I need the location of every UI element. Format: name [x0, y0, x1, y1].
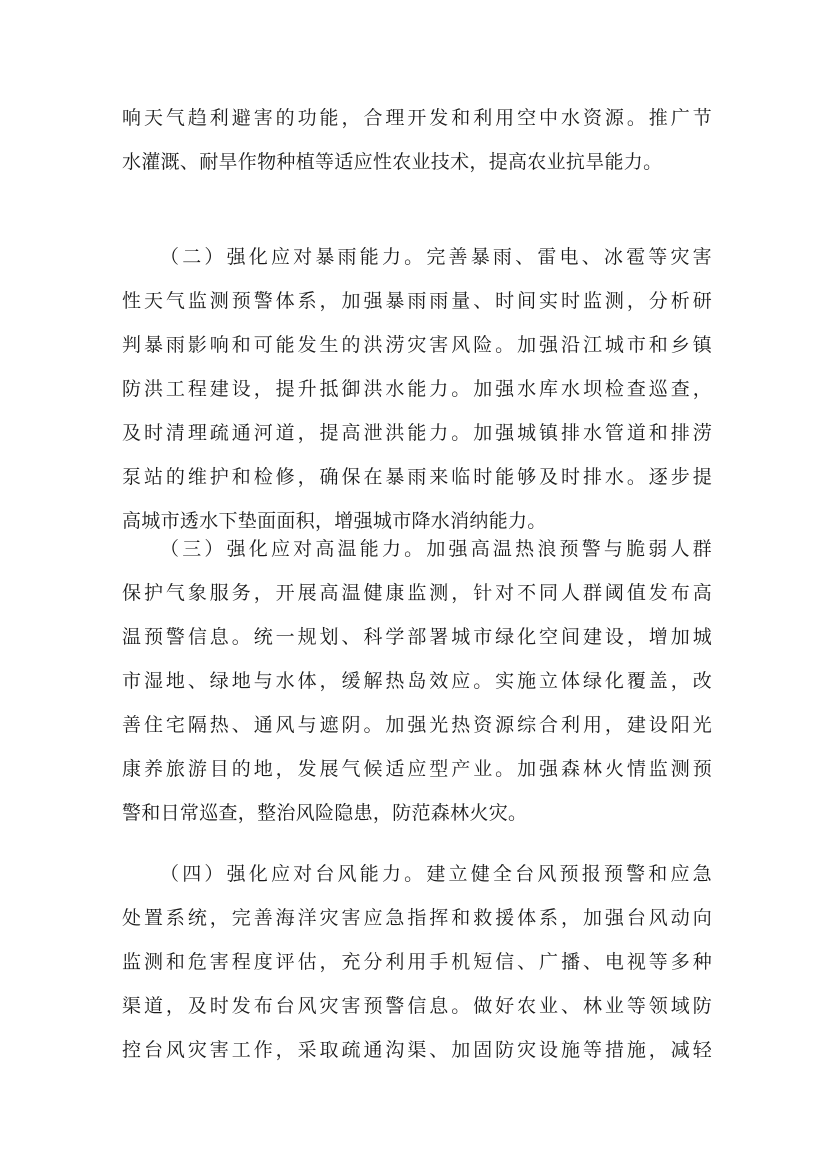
paragraph-typhoon	[122, 852, 712, 1072]
paragraph-rainstorm	[122, 235, 712, 543]
text-line: 保护气象服务，开展高温健康监测，针对不同人群阈值发布高	[122, 582, 712, 604]
text-line: 康养旅游目的地，发展气候适应型产业。加强森林火情监测预	[122, 758, 712, 780]
text-line: 响天气趋利避害的功能，合理开发和利用空中水资源。推广节	[122, 107, 712, 129]
text-line: （二）强化应对暴雨能力。完善暴雨、雷电、冰雹等灾害	[160, 246, 712, 268]
text-line: 高城市透水下垫面面积，增强城市降水消纳能力。	[122, 510, 547, 532]
text-line: 水灌溉、耐旱作物种植等适应性农业技术，提高农业抗旱能力。	[122, 151, 663, 173]
text-line: 温预警信息。统一规划、科学部署城市绿化空间建设，增加城	[122, 626, 712, 648]
text-line: 判暴雨影响和可能发生的洪涝灾害风险。加强沿江城市和乡镇	[122, 334, 712, 356]
text-line: 善住宅隔热、通风与遮阴。加强光热资源综合利用，建设阳光	[122, 714, 712, 736]
text-line: 处置系统，完善海洋灾害应急指挥和救援体系，加强台风动向	[122, 907, 712, 929]
text-line: 性天气监测预警体系，加强暴雨雨量、时间实时监测，分析研	[122, 290, 712, 312]
text-line: （三）强化应对高温能力。加强高温热浪预警与脆弱人群	[160, 538, 712, 560]
text-line: 警和日常巡查，整治风险隐患，防范森林火灾。	[122, 802, 528, 824]
text-line: 渠道，及时发布台风灾害预警信息。做好农业、林业等领域防	[122, 995, 712, 1017]
text-line: 监测和危害程度评估，充分利用手机短信、广播、电视等多种	[122, 951, 712, 973]
text-line: （四）强化应对台风能力。建立健全台风预报预警和应急	[160, 863, 712, 885]
text-line: 泵站的维护和检修，确保在暴雨来临时能够及时排水。逐步提	[122, 466, 712, 488]
text-line: 市湿地、绿地与水体，缓解热岛效应。实施立体绿化覆盖，改	[122, 670, 712, 692]
text-line: 及时清理疏通河道，提高泄洪能力。加强城镇排水管道和排涝	[122, 422, 712, 444]
paragraph-heat	[122, 527, 712, 835]
text-line: 防洪工程建设，提升抵御洪水能力。加强水库水坝检查巡查，	[122, 378, 712, 400]
text-line: 控台风灾害工作，采取疏通沟渠、加固防灾设施等措施，减轻	[122, 1039, 712, 1061]
paragraph-continuation	[122, 96, 712, 184]
